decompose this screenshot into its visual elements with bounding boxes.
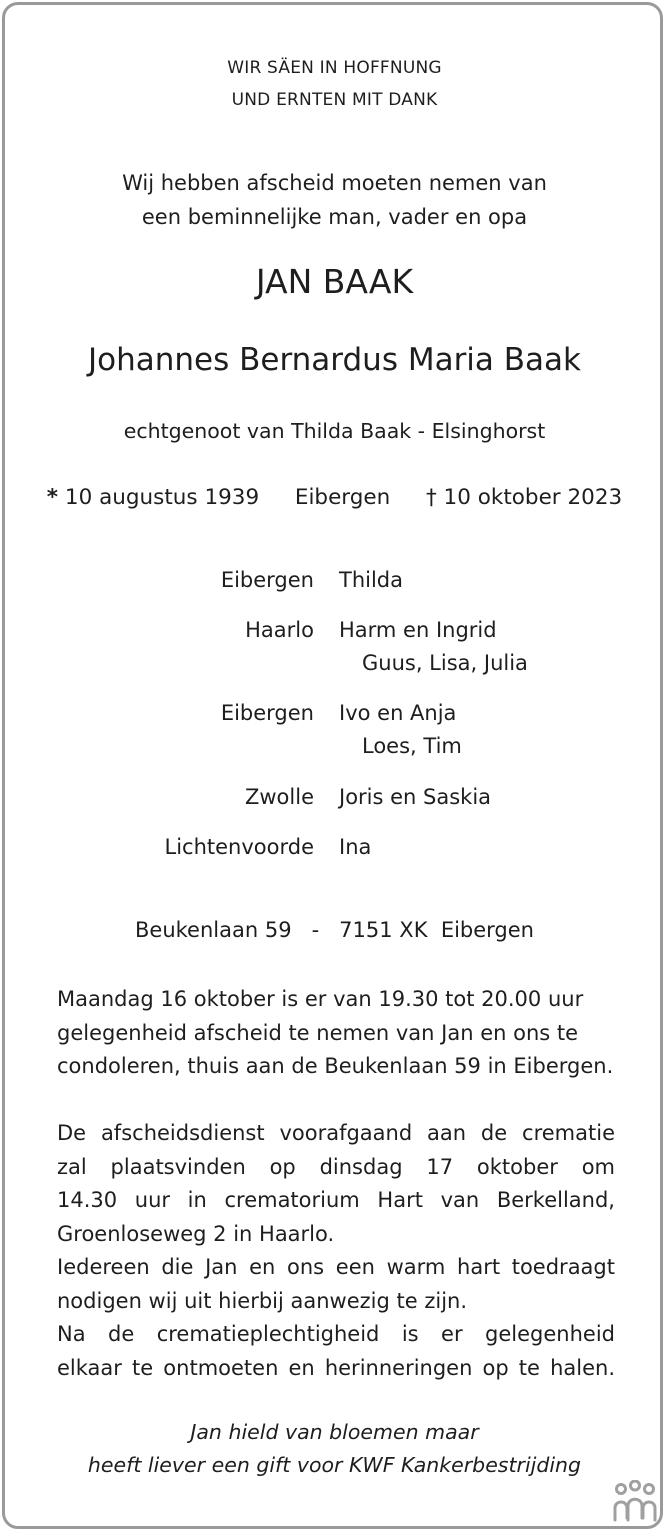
closing-line-2: heeft liever een gift voor KWF Kankerbestrijding bbox=[87, 1453, 582, 1477]
family-children: Loes, Tim bbox=[362, 734, 462, 758]
motto-line-1: WIR SÄEN IN HOFFNUNG bbox=[227, 58, 442, 78]
intro-line-2: een beminnelijke man, vader en opa bbox=[141, 205, 528, 229]
service-line: Groenloseweg 2 in Haarlo. bbox=[57, 1221, 335, 1246]
family-names: Ina bbox=[339, 835, 372, 859]
service-line: Na de crematieplechtigheid is er gelegenheid bbox=[57, 1322, 615, 1346]
service-line: 14.30 uur in crematorium Hart van Berkelland, bbox=[57, 1188, 615, 1212]
family-row bbox=[0, 568, 669, 598]
service-line: zal plaatsvinden op dinsdag 17 oktober om bbox=[57, 1154, 615, 1179]
family-names: Thilda bbox=[339, 568, 404, 592]
motto-line-2: UND ERNTEN MIT DANK bbox=[231, 90, 438, 110]
birth-date: 10 augustus 1939 bbox=[64, 485, 260, 510]
family-row bbox=[0, 835, 669, 865]
family-location: Zwolle bbox=[245, 785, 314, 809]
service-paragraph bbox=[57, 1117, 615, 1385]
death-symbol: † bbox=[425, 485, 437, 510]
family-row bbox=[0, 618, 669, 682]
spouse-line: echtgenoot van Thilda Baak - Elsinghorst bbox=[123, 419, 546, 443]
family-location: Eibergen bbox=[220, 701, 314, 725]
deceased-name: JAN BAAK bbox=[255, 262, 414, 301]
visitation-line: gelegenheid afscheid te nemen van Jan en ons te bbox=[57, 1020, 579, 1045]
service-line: nodigen wij uit hierbij aanwezig te zijn. bbox=[57, 1288, 468, 1313]
family-people-icon bbox=[612, 1480, 658, 1524]
birth-symbol: * bbox=[46, 485, 59, 510]
motto bbox=[0, 52, 669, 116]
family-row bbox=[0, 701, 669, 765]
birth-place: Eibergen bbox=[294, 485, 391, 510]
family-names: Joris en Saskia bbox=[339, 785, 492, 809]
intro bbox=[0, 166, 669, 234]
service-line: elkaar te ontmoeten en herinneringen op te halen. bbox=[57, 1355, 615, 1380]
visitation-paragraph bbox=[57, 983, 615, 1084]
family-row bbox=[0, 785, 669, 815]
service-line: Iedereen die Jan en ons een warm hart toedraagt bbox=[57, 1255, 615, 1279]
dates-line bbox=[0, 485, 669, 510]
address: Beukenlaan 59 - 7151 XK Eibergen bbox=[135, 918, 534, 942]
family-location: Eibergen bbox=[220, 568, 314, 592]
family-location: Lichtenvoorde bbox=[164, 835, 314, 859]
family-names: Harm en Ingrid bbox=[339, 618, 497, 642]
closing-note bbox=[0, 1416, 669, 1482]
visitation-line: condoleren, thuis aan de Beukenlaan 59 in Eibergen. bbox=[57, 1054, 614, 1078]
visitation-line: Maandag 16 oktober is er van 19.30 tot 20.00 uur bbox=[57, 987, 584, 1011]
closing-line-1: Jan hield van bloemen maar bbox=[190, 1420, 479, 1444]
family-names: Ivo en Anja bbox=[339, 701, 457, 725]
family-children: Guus, Lisa, Julia bbox=[362, 651, 528, 675]
deceased-full-name: Johannes Bernardus Maria Baak bbox=[87, 342, 581, 378]
intro-line-1: Wij hebben afscheid moeten nemen van bbox=[122, 171, 547, 195]
death-date: 10 oktober 2023 bbox=[443, 485, 623, 510]
family-location: Haarlo bbox=[245, 618, 314, 642]
service-line: De afscheidsdienst voorafgaand aan de crematie bbox=[57, 1121, 615, 1145]
